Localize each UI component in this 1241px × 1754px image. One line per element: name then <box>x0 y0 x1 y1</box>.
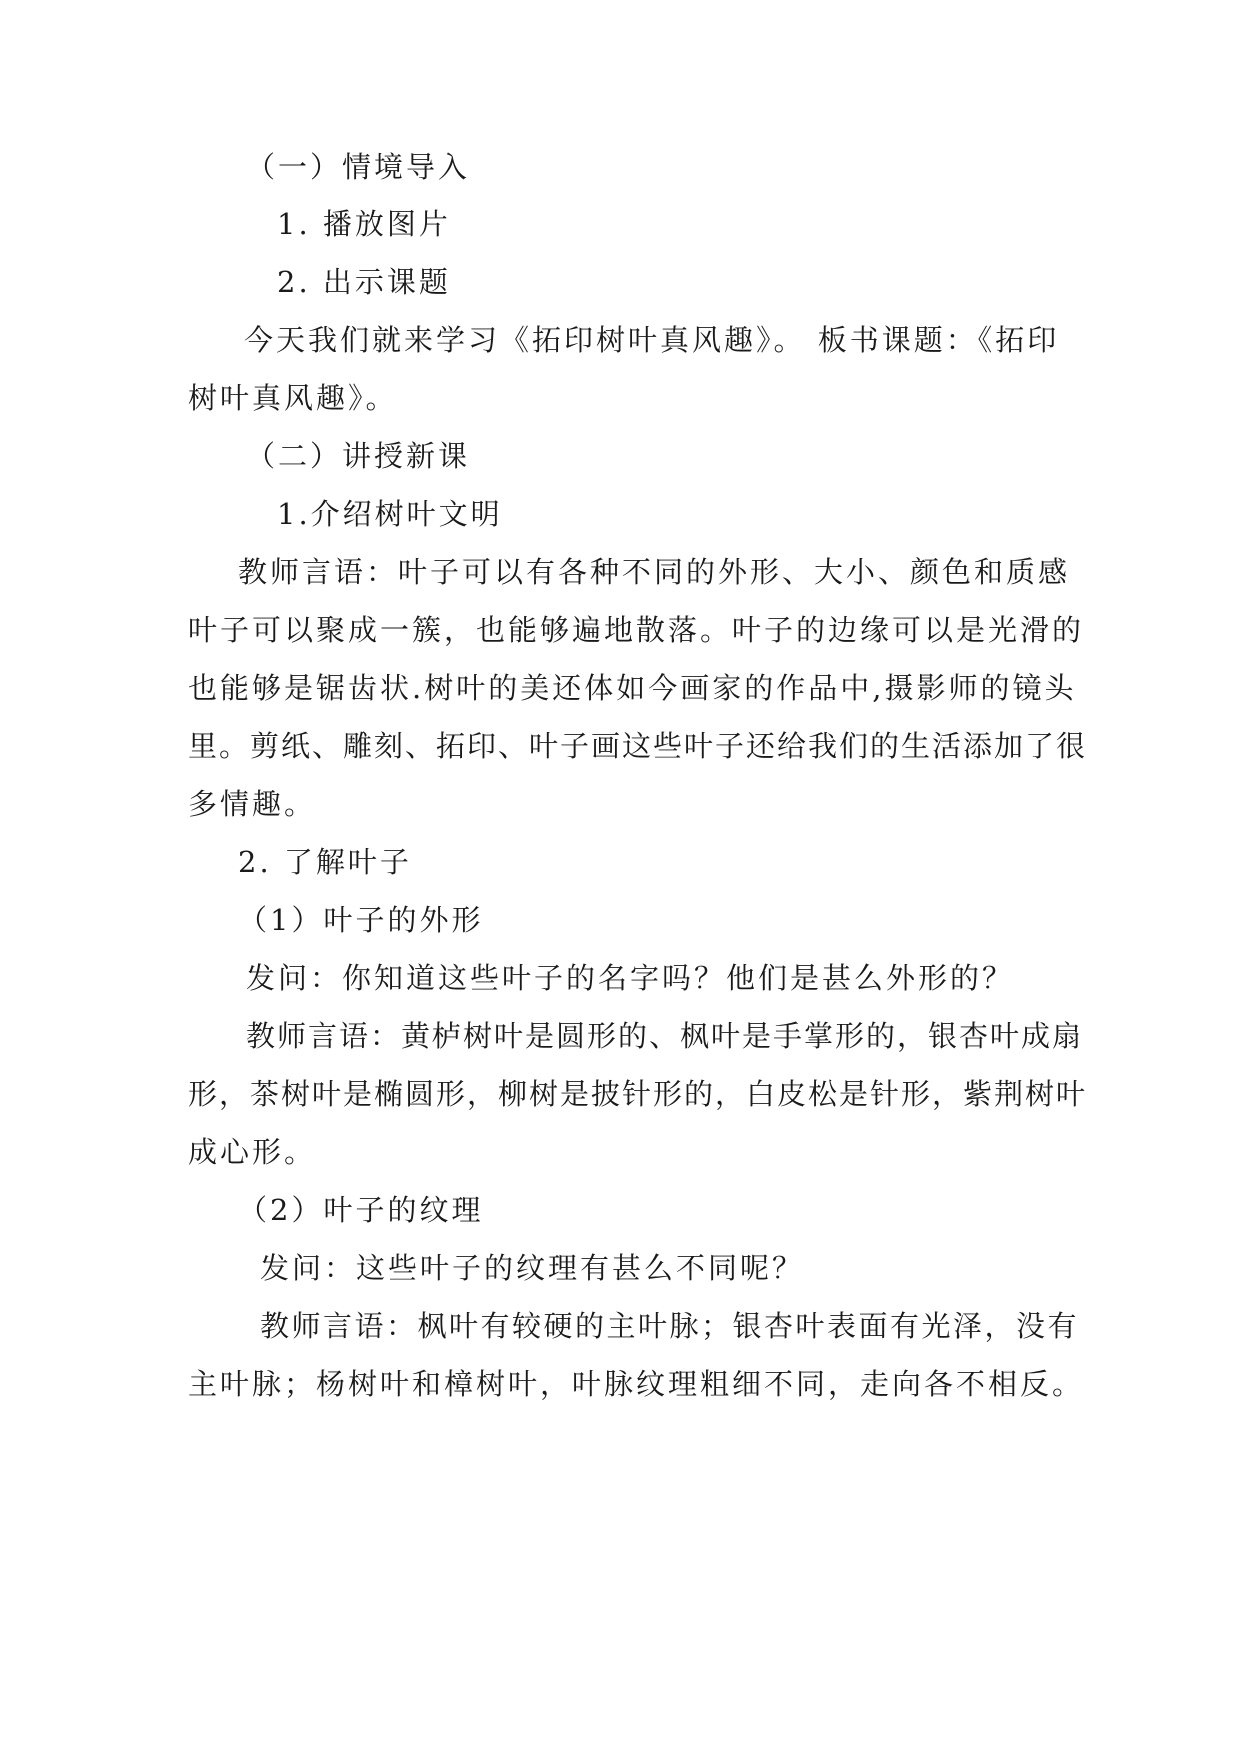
paragraph-topic-line-2: 树叶真风趣》。 <box>188 381 398 415</box>
heading-situation-intro: （一）情境导入 <box>246 150 471 184</box>
paragraph-topic-line-1: 今天我们就来学习《拓印树叶真风趣》。 板书课题：《拓印 <box>244 323 1060 357</box>
item-show-topic: 2. 出示课题 <box>277 265 451 299</box>
subheading-leaf-shape: （1）叶子的外形 <box>238 903 484 937</box>
paragraph-teacher-2-line-3: 成心形。 <box>188 1135 317 1169</box>
paragraph-teacher-2-line-1: 教师言语：黄栌树叶是圆形的、枫叶是手掌形的，银杏叶成扇 <box>246 1019 1084 1053</box>
paragraph-teacher-1-line-5: 多情趣。 <box>188 787 317 821</box>
paragraph-teacher-1-line-1: 教师言语：叶子可以有各种不同的外形、大小、颜色和质感 <box>238 555 1071 589</box>
paragraph-teacher-2-line-2: 形，茶树叶是椭圆形，柳树是披针形的，白皮松是针形，紫荆树叶 <box>188 1077 1088 1111</box>
item-understand-leaves: 2. 了解叶子 <box>238 845 412 879</box>
subheading-leaf-texture: （2）叶子的纹理 <box>238 1193 484 1227</box>
item-play-pictures: 1. 播放图片 <box>277 207 451 241</box>
paragraph-teacher-1-line-4: 里。剪纸、雕刻、拓印、叶子画这些叶子还给我们的生活添加了很 <box>188 729 1088 763</box>
paragraph-teacher-3-line-1: 教师言语：枫叶有较硬的主叶脉；银杏叶表面有光泽，没有 <box>260 1309 1080 1343</box>
paragraph-teacher-3-line-2: 主叶脉；杨树叶和樟树叶，叶脉纹理粗细不同，走向各不相反。 <box>188 1367 1085 1401</box>
item-introduce-leaf-culture: 1.介绍树叶文明 <box>277 497 503 531</box>
question-leaf-shape: 发问：你知道这些叶子的名字吗？他们是甚么外形的？ <box>246 961 1015 995</box>
paragraph-teacher-1-line-3: 也能够是锯齿状.树叶的美还体如今画家的作品中,摄影师的镜头 <box>188 671 1077 705</box>
question-leaf-texture: 发问：这些叶子的纹理有甚么不同呢？ <box>260 1251 805 1285</box>
heading-new-lesson: （二）讲授新课 <box>246 439 471 473</box>
paragraph-teacher-1-line-2: 叶子可以聚成一簇，也能够遍地散落。叶子的边缘可以是光滑的 <box>188 613 1085 647</box>
